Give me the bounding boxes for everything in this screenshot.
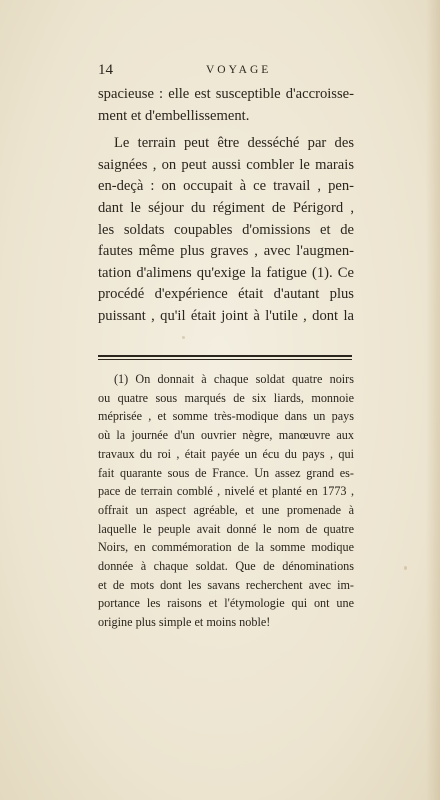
footnote-line: où la journée d'un ouvrier nègre, manœuvre aux — [98, 428, 354, 443]
paragraph — [98, 133, 354, 327]
text-line: tation d'alimens qu'exige la fatigue (1). Ce — [98, 264, 354, 281]
text-line: les soldats coupables d'omissions et de — [98, 221, 354, 238]
running-title: VOYAGE — [206, 64, 272, 76]
footnote-line: (1) On donnait à chaque soldat quatre noirs — [114, 372, 354, 386]
footnote-line: méprisée , et somme très-modique dans un pays — [98, 409, 354, 424]
footnote-line: fait quarante sous de France. Un assez grand es- — [98, 465, 354, 480]
text-line: fautes même plus graves , avec l'augmen- — [98, 243, 354, 260]
footnote-line: ou quatre sous marqués de six liards, monnoie — [98, 390, 354, 405]
text-line: Le terrain peut être desséché par des — [114, 135, 354, 152]
text-line: ment et d'embellissement. — [98, 107, 250, 124]
footnote-separator — [98, 355, 352, 357]
footnote-line: portance les raisons et l'étymologie qui ont une — [98, 596, 354, 611]
footnote-line: donnée à chaque soldat. Que de dénominations — [98, 559, 354, 574]
footnote-line: travaux du roi , était payée un écu du pays , qui — [98, 446, 354, 461]
footnote — [98, 370, 354, 632]
footnote-line: pace de terrain comblé , nivelé et planté en 1773 , — [98, 484, 354, 499]
page-edge-stain — [426, 0, 440, 800]
page-number: 14 — [98, 62, 113, 78]
text-line: puissant , qu'il était joint à l'utile , dont la — [98, 307, 354, 324]
footnote-line: laquelle le peuple avait donné le nom de quatre — [98, 521, 354, 536]
text-line: spacieuse : elle est susceptible d'accroisse- — [98, 86, 354, 102]
footnote-line: origine plus simple et moins noble! — [98, 615, 271, 630]
main-text — [98, 84, 354, 328]
footnote-text — [98, 370, 354, 632]
text-line: dant le séjour du régiment de Périgord , — [98, 199, 354, 216]
text-line: procédé d'expérience était d'autant plus — [98, 286, 354, 303]
text-line: saignées , on peut aussi combler le marais — [98, 156, 354, 173]
paragraph-continued — [98, 84, 354, 127]
footnote-line: et de mots dont les savans recherchent avec im- — [98, 577, 354, 592]
footnote-line: offrait un aspect agréable, et une promenade à — [98, 502, 354, 517]
page-header — [98, 62, 352, 80]
foxing-spot — [404, 566, 407, 570]
footnote-line: Noirs, en commémoration de la somme modique — [98, 540, 354, 555]
text-line: en-deçà : on occupait à ce travail , pen- — [98, 178, 354, 195]
foxing-spot — [182, 336, 185, 339]
